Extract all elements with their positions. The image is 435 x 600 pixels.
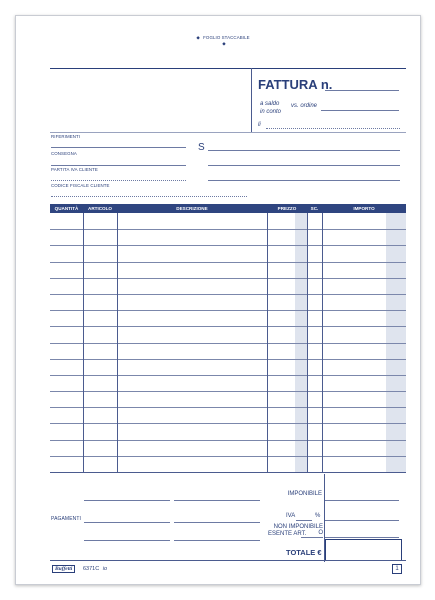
table-row	[50, 423, 406, 424]
partita-iva-line	[51, 180, 186, 181]
table-row	[50, 407, 406, 408]
consegna-line	[51, 165, 186, 166]
table-row	[50, 326, 406, 327]
table-row	[50, 343, 406, 344]
pagamenti-line-3a	[84, 540, 170, 541]
table-row	[50, 262, 406, 263]
table-rows	[50, 213, 406, 472]
table-row	[50, 278, 406, 279]
iva-label: IVA	[286, 513, 296, 519]
iva-rate-line	[296, 520, 312, 521]
vs-ordine-label: vs. ordine	[291, 103, 318, 109]
items-table	[50, 204, 406, 480]
col-divider-1	[83, 213, 84, 472]
col-header-prezzo: PREZZO	[277, 206, 297, 211]
table-row	[50, 294, 406, 295]
riferimenti-label: RIFERIMENTI	[51, 134, 81, 139]
non-imponibile-label-1: NON IMPONIBILE O	[273, 524, 323, 536]
table-row	[50, 440, 406, 441]
table-bottom-rule	[50, 472, 406, 473]
form-code-number: 6371C	[83, 566, 100, 572]
pagamenti-line-1a	[84, 500, 170, 501]
col-divider-2	[117, 213, 118, 472]
col-header-descrizione: DESCRIZIONE	[176, 206, 208, 211]
totale-label: TOTALE €	[286, 548, 322, 557]
client-top-rule	[50, 132, 406, 133]
non-imponibile-amount-line	[325, 537, 399, 538]
table-row	[50, 391, 406, 392]
col-divider-5	[322, 213, 323, 472]
s-label: S	[198, 142, 205, 153]
table-row	[50, 375, 406, 376]
col-header-quantita: QUANTITÀ	[54, 206, 79, 211]
riferimenti-line	[51, 147, 186, 148]
s-line-1	[208, 150, 400, 151]
form-code-suffix: io	[102, 566, 108, 572]
tear-off-label	[194, 35, 254, 47]
table-row	[50, 245, 406, 246]
non-imponibile-label-2: ESENTE ART.	[268, 531, 307, 537]
codice-fiscale-line	[51, 196, 247, 197]
pagamenti-line-2b	[174, 522, 260, 523]
imponibile-line	[325, 500, 399, 501]
col-header-sconto: SC.	[310, 206, 319, 211]
iva-amount-line	[325, 520, 399, 521]
col-header-articolo: ARTICOLO	[88, 206, 112, 211]
invoice-number-line	[325, 90, 399, 91]
date-line	[266, 128, 400, 129]
form-code	[83, 566, 107, 572]
conto-label: in conto	[260, 109, 282, 115]
table-row	[50, 310, 406, 311]
pagamenti-line-1b	[174, 500, 260, 501]
codice-fiscale-label: CODICE FISCALE CLIENTE	[51, 183, 110, 188]
s-line-2	[208, 165, 400, 166]
col-header-importo: IMPORTO	[353, 206, 375, 211]
imponibile-label: IMPONIBILE	[287, 491, 322, 497]
table-row	[50, 456, 406, 457]
brand-logo	[52, 565, 75, 573]
pagamenti-line-2a	[84, 522, 170, 523]
s-line-3	[208, 180, 400, 181]
pagamenti-line-3b	[174, 540, 260, 541]
date-prefix: li	[258, 122, 261, 128]
top-rule	[50, 68, 406, 69]
col-divider-4	[307, 213, 308, 472]
invoice-form	[15, 15, 421, 585]
tear-label-text: FOGLIO STACCABILE	[203, 35, 250, 40]
header-divider	[251, 68, 252, 132]
order-line	[321, 110, 399, 111]
partita-iva-label: PARTITA IVA CLIENTE	[51, 167, 98, 172]
table-row	[50, 229, 406, 230]
col-divider-3	[267, 213, 268, 472]
brand-name: Buffetti	[55, 566, 73, 572]
esente-art-line	[301, 537, 323, 538]
iva-percent: %	[315, 513, 321, 519]
page-number: 1	[392, 564, 402, 574]
totale-box	[325, 539, 402, 561]
tear-mark-left: ◆	[196, 35, 200, 40]
footer-rule	[50, 560, 406, 561]
invoice-title: FATTURA n.	[258, 77, 333, 92]
pagamenti-label: PAGAMENTI	[51, 516, 81, 522]
saldo-label: a saldo	[260, 101, 280, 107]
table-row	[50, 359, 406, 360]
tear-mark-right: ◆	[222, 41, 226, 46]
consegna-label: CONSEGNA	[51, 151, 77, 156]
